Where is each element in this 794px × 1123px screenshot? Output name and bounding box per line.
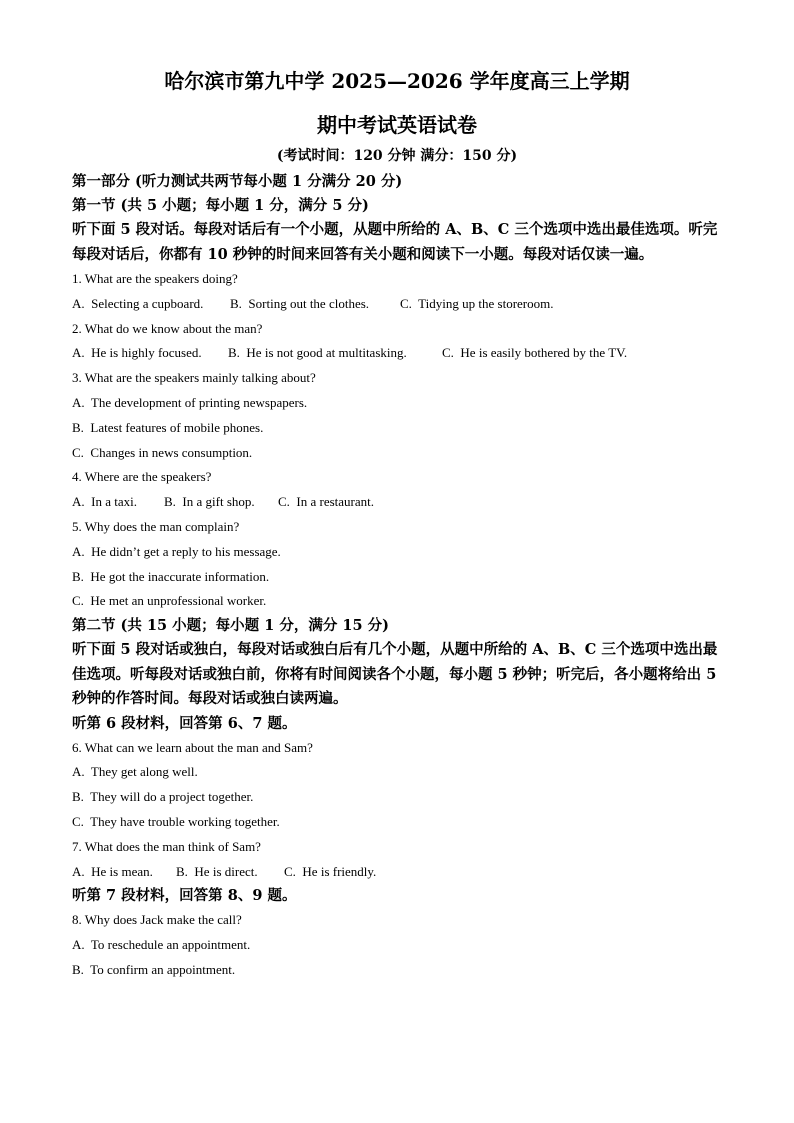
exam-content: [72, 170, 722, 983]
material-6-heading: 听第 6 段材料，回答第 6、7 题。: [72, 714, 297, 732]
question-5-option-a: A. He didn’t get a reply to his message.: [72, 543, 281, 559]
question-3-option-a: A. The development of printing newspapers.: [72, 394, 308, 410]
question-5-option-b: B. He got the inaccurate information.: [72, 568, 270, 584]
question-4-stem: 4. Where are the speakers?: [72, 469, 212, 485]
option-a: A. He is mean.: [72, 863, 153, 879]
question-7-options: [72, 860, 722, 885]
question-6-option-a: A. They get along well.: [72, 764, 198, 780]
question-5-stem: 5. Why does the man complain?: [72, 518, 240, 534]
question-8-option-b: B. To confirm an appointment.: [72, 962, 236, 978]
option-c: C. He is easily bothered by the TV.: [442, 345, 628, 361]
option-b: B. In a gift shop.: [164, 494, 255, 510]
question-3-option-c: C. Changes in news consumption.: [72, 444, 253, 460]
option-b: B. He is not good at multitasking.: [228, 345, 407, 361]
question-4-options: [72, 490, 722, 515]
question-2-options: [72, 341, 722, 366]
exam-title-line1: 哈尔滨市第九中学 2025—2026 学年度高三上学期: [164, 69, 630, 93]
option-b: B. He is direct.: [176, 863, 258, 879]
question-8-stem: 8. Why does Jack make the call?: [72, 912, 242, 928]
part1-heading: 第一部分 (听力测试共两节每小题 1 分满分 20 分): [72, 173, 403, 190]
option-a: A. He is highly focused.: [72, 345, 202, 361]
question-3-option-b: B. Latest features of mobile phones.: [72, 419, 264, 435]
question-5-option-c: C. He met an unprofessional worker.: [72, 593, 267, 609]
option-c: C. He is friendly.: [284, 863, 377, 879]
question-1-options: [72, 292, 722, 317]
section2-heading: 第二节 (共 15 小题；每小题 1 分，满分 15 分): [72, 617, 390, 635]
option-c: C. Tidying up the storeroom.: [400, 295, 554, 311]
question-6-stem: 6. What can we learn about the man and Sam?: [72, 739, 313, 755]
question-3-stem: 3. What are the speakers mainly talking about?: [72, 370, 316, 386]
material-7-heading: 听第 7 段材料，回答第 8、9 题。: [72, 887, 297, 905]
option-a: A. Selecting a cupboard.: [72, 295, 204, 311]
question-7-stem: 7. What does the man think of Sam?: [72, 838, 261, 854]
section1-instructions: 听下面 5 段对话。每段对话后有一个小题，从题中所给的 A、B、C 三个选项中选出最佳选项。听完每段对话后，你都有 10 秒钟的时间来回答有关小题和阅读下一小题。每段对话仅读一遍。: [72, 221, 718, 263]
question-6-option-b: B. They will do a project together.: [72, 789, 254, 805]
option-c: C. In a restaurant.: [278, 494, 375, 510]
exam-time-score-info: (考试时间：120 分钟 满分：150 分): [276, 148, 518, 164]
question-1-stem: 1. What are the speakers doing?: [72, 271, 238, 286]
section2-instructions: 听下面 5 段对话或独白，每段对话或独白后有几个小题，从题中所给的 A、B、C 三个选项中选出最佳选项。听每段对话或独白前，你将有时间阅读各个小题，每小题 5 秒钟；听完后，各小题将给出 5 秒钟的作答时间。每段对话或独白读两遍。: [72, 641, 718, 708]
option-a: A. In a taxi.: [72, 494, 137, 510]
question-2-stem: 2. What do we know about the man?: [72, 320, 263, 336]
exam-title-line2: 期中考试英语试卷: [317, 113, 477, 137]
question-6-option-c: C. They have trouble working together.: [72, 814, 280, 830]
question-8-option-a: A. To reschedule an appointment.: [72, 937, 251, 953]
option-b: B. Sorting out the clothes.: [230, 295, 370, 311]
section1-heading: 第一节 (共 5 小题；每小题 1 分，满分 5 分): [72, 197, 369, 214]
